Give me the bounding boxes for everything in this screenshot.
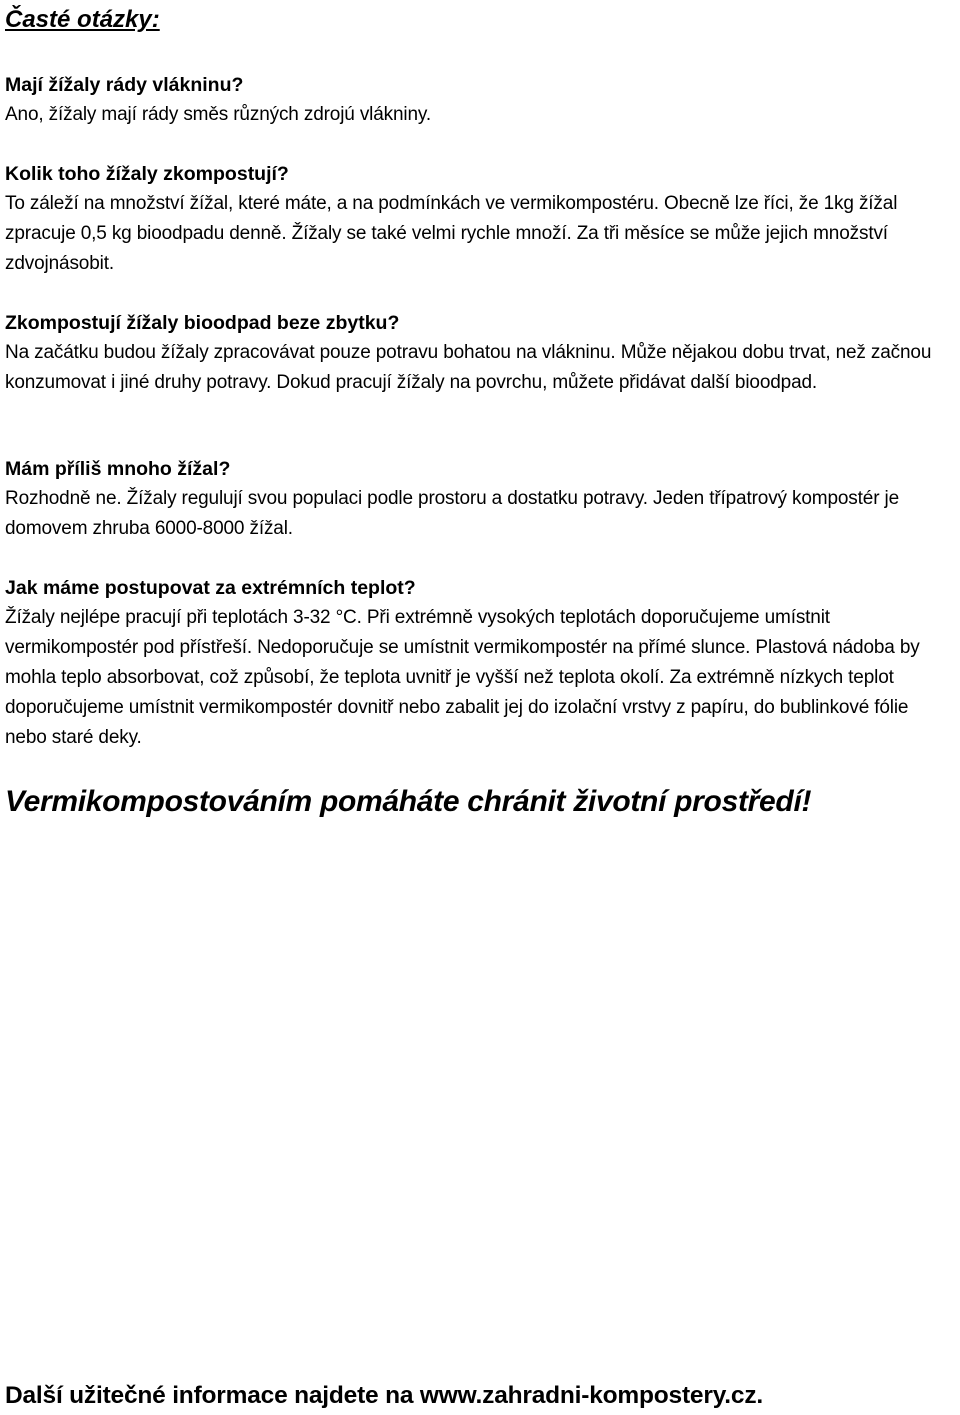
slogan: Vermikompostováním pomáháte chránit životní prostředí! <box>5 785 812 818</box>
faq-question: Mají žížaly rády vlákninu? <box>5 74 244 96</box>
faq-item-too-many <box>5 454 955 544</box>
faq-answer: Ano, žížaly mají rády směs různých zdrojú vlákniny. <box>5 104 431 125</box>
page-title: Časté otázky: <box>5 6 160 33</box>
faq-item-amount <box>5 159 955 279</box>
faq-answer: Rozhodně ne. Žížaly regulují svou populaci podle prostoru a dostatku potravy. Jeden třípatrový kompostér je domovem zhruba 6000-8000 žížal. <box>5 488 899 539</box>
faq-answer: Na začátku budou žížaly zpracovávat pouze potravu bohatou na vlákninu. Může nějakou dobu trvat, než začnou konzumovat i jiné druhy potravy. Dokud pracují žížaly na povrchu, můžete přidávat další bioodpad. <box>5 342 932 393</box>
faq-item-temperatures <box>5 573 955 753</box>
faq-question: Kolik toho žížaly zkompostují? <box>5 163 289 185</box>
faq-question: Mám příliš mnoho žížal? <box>5 458 231 480</box>
faq-answer: To záleží na množství žížal, které máte, a na podmínkách ve vermikompostéru. Obecně lze říci, že 1kg žížal zpracuje 0,5 kg bioodpadu denně. Žížaly se také velmi rychle množí. Za tři měsíce se může jejich množství zdvojnásobit. <box>5 193 898 274</box>
faq-item-leftovers <box>5 308 955 398</box>
faq-question: Zkompostují žížaly bioodpad beze zbytku? <box>5 312 400 334</box>
faq-question: Jak máme postupovat za extrémních teplot? <box>5 577 416 599</box>
footer-website-note: Další užitečné informace najdete na www.zahradni-kompostery.cz. <box>5 1382 763 1409</box>
faq-answer: Žížaly nejlépe pracují při teplotách 3-32 °C. Při extrémně vysokých teplotách doporučujeme umístnit vermikompostér pod přístřeší. Nedoporučuje se umístnit vermikompostér na přímé slunce. Plastová nádoba by mohla teplo absorbovat, což způsobí, že teplota uvnitř je vyšší než teplota okolí. Za extrémně nízkych teplot doporučujeme umístnit vermikompostér dovnitř nebo zabalit jej do izolační vrstvy z papíru, do bublinkové fólie nebo staré deky. <box>5 607 920 748</box>
faq-item-fiber <box>5 70 955 130</box>
